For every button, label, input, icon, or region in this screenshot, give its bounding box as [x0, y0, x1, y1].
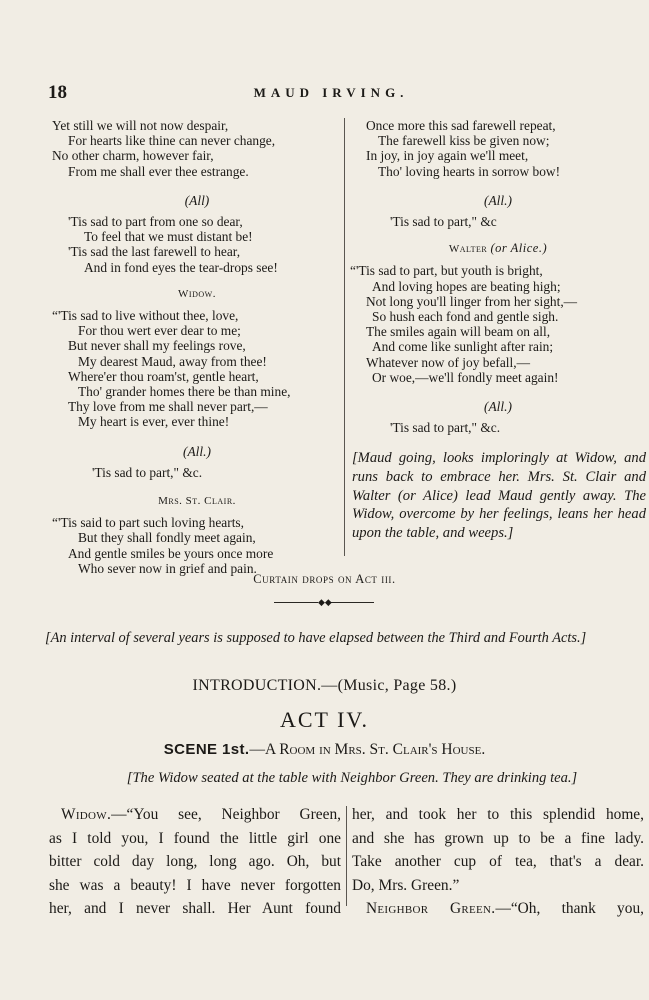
- verse-line: But never shall my feelings rove,: [68, 338, 246, 354]
- chorus-label: (All.): [484, 399, 512, 415]
- dialogue-line: her, and I never shall. Her Aunt found: [49, 900, 341, 918]
- speaker-name: [350, 241, 646, 257]
- verse-line: And in fond eyes the tear-drops see!: [84, 259, 278, 275]
- verse-line: Where'er thou roam'st, gentle heart,: [68, 368, 259, 384]
- interval-note: [An interval of several years is supposed to have elapsed between the Third and Fourth Acts.]: [45, 630, 587, 646]
- verse-line: And loving hopes are beating high;: [372, 278, 561, 294]
- introduction-line: INTRODUCTION.—(Music, Page 58.): [192, 677, 457, 694]
- speaker-name: Widow.: [178, 287, 216, 300]
- verse-line: Yet still we will not now despair,: [52, 118, 229, 133]
- verse-line: And come like sunlight after rain;: [372, 339, 554, 355]
- verse-line: 'Tis sad the last farewell to hear,: [68, 244, 241, 260]
- verse-line: Tho' loving hearts in sorrow bow!: [378, 163, 561, 179]
- chorus-label: (All.): [484, 192, 512, 208]
- dialogue-left-column: [49, 803, 341, 921]
- diamond-ornament-icon: ◆◆: [318, 597, 332, 607]
- ornament-divider: [274, 598, 374, 607]
- dialogue-line: and she has grown up to be a fine lady.: [352, 829, 644, 847]
- verse-line: No other charm, however fair,: [52, 148, 214, 164]
- verse-line: My dearest Maud, away from thee!: [78, 353, 267, 369]
- dialogue-line: her, and took her to this splendid home,: [352, 806, 644, 823]
- verse-line: In joy, in joy again we'll meet,: [366, 148, 529, 164]
- verse-line: To feel that we must distant be!: [84, 229, 253, 245]
- verse-line: “'Tis said to part such loving hearts,: [52, 515, 244, 531]
- running-title: MAUD IRVING.: [253, 85, 409, 100]
- verse-line: For thou wert ever dear to me;: [78, 323, 241, 339]
- verse-line: The smiles again will beam on all,: [366, 324, 551, 340]
- verse-line: My heart is ever, ever thine!: [78, 414, 230, 430]
- verse-line: Once more this sad farewell repeat,: [366, 118, 556, 133]
- verse-line: Or woe,—we'll fondly meet again!: [372, 369, 559, 385]
- dialogue-text: —“Oh, thank you,: [495, 900, 644, 918]
- verse-line: Thy love from me shall never part,—: [68, 399, 268, 415]
- verse-line: Not long you'll linger from her sight,—: [366, 293, 578, 309]
- scene-setting: —A Room in Mrs. St. Clair's House.: [249, 741, 486, 758]
- verse-line: Who sever now in grief and pain.: [78, 560, 257, 576]
- speaker-name: Mrs. St. Clair.: [158, 495, 236, 508]
- speaker-name-alternate: (or Alice.): [490, 241, 548, 256]
- dialogue-line: she was a beauty! I have never forgotten: [49, 876, 341, 894]
- dialogue-line: Do, Mrs. Green.”: [352, 876, 460, 894]
- verse-line: “'Tis sad to part, but youth is bright,: [350, 263, 543, 279]
- scene-label: SCENE 1st.: [163, 741, 250, 758]
- dialogue-line: as I told you, I found the little girl one: [49, 829, 341, 847]
- left-verse-column: [52, 118, 342, 576]
- refrain-line: 'Tis sad to part," &c.: [92, 464, 203, 480]
- dialogue-right-column: [352, 803, 644, 921]
- page-number: 18: [48, 82, 67, 103]
- right-verse-column: [350, 118, 646, 542]
- speaker-name-walter: Walter: [448, 243, 488, 256]
- speaker-name: Neighbor Green.: [366, 900, 496, 918]
- speaker-name: Widow.: [61, 806, 112, 823]
- dialogue-line: [49, 803, 341, 827]
- scene-stage-direction: [The Widow seated at the table with Neighbor Green. They are drinking tea.]: [126, 770, 578, 786]
- dialogue-line: bitter cold day long, long ago. Oh, but: [49, 853, 341, 871]
- verse-line: “'Tis sad to live without thee, love,: [52, 308, 239, 324]
- verse-line: So hush each fond and gentle sigh.: [372, 309, 559, 325]
- verse-line: And gentle smiles be yours once more: [68, 545, 274, 561]
- verse-line: For hearts like thine can never change,: [68, 133, 276, 149]
- chorus-label: (All): [184, 192, 210, 208]
- verse-line: 'Tis sad to part from one so dear,: [68, 214, 243, 230]
- scene-heading: [0, 741, 649, 759]
- curtain-line: Curtain drops on Act iii.: [253, 572, 396, 586]
- verse-line: But they shall fondly meet again,: [78, 530, 256, 546]
- dialogue-line: [352, 897, 644, 921]
- refrain-line: 'Tis sad to part," &c: [390, 214, 497, 230]
- column-divider: [346, 806, 347, 906]
- page-header: [48, 82, 614, 102]
- stage-direction: [Maud going, looks imploringly at Widow, and runs back to embrace her. Mrs. St. Clair and Walter (or Alice) lead Maud gently away. The Widow, overcome by her feelings, leans her head upon the table, and weeps.]: [352, 450, 646, 541]
- act-title: ACT IV.: [280, 707, 369, 732]
- column-divider: [344, 118, 345, 556]
- verse-line: From me shall ever thee estrange.: [68, 163, 249, 179]
- dialogue-line: Take another cup of tea, that's a dear.: [352, 853, 644, 871]
- verse-line: Whatever now of joy befall,—: [366, 354, 530, 370]
- dialogue-text: —“You see, Neighbor Green,: [111, 806, 341, 823]
- verse-line: The farewell kiss be given now;: [378, 133, 550, 149]
- refrain-line: 'Tis sad to part," &c.: [390, 420, 501, 436]
- chorus-label: (All.): [183, 443, 211, 459]
- verse-line: Tho' grander homes there be than mine,: [78, 384, 291, 400]
